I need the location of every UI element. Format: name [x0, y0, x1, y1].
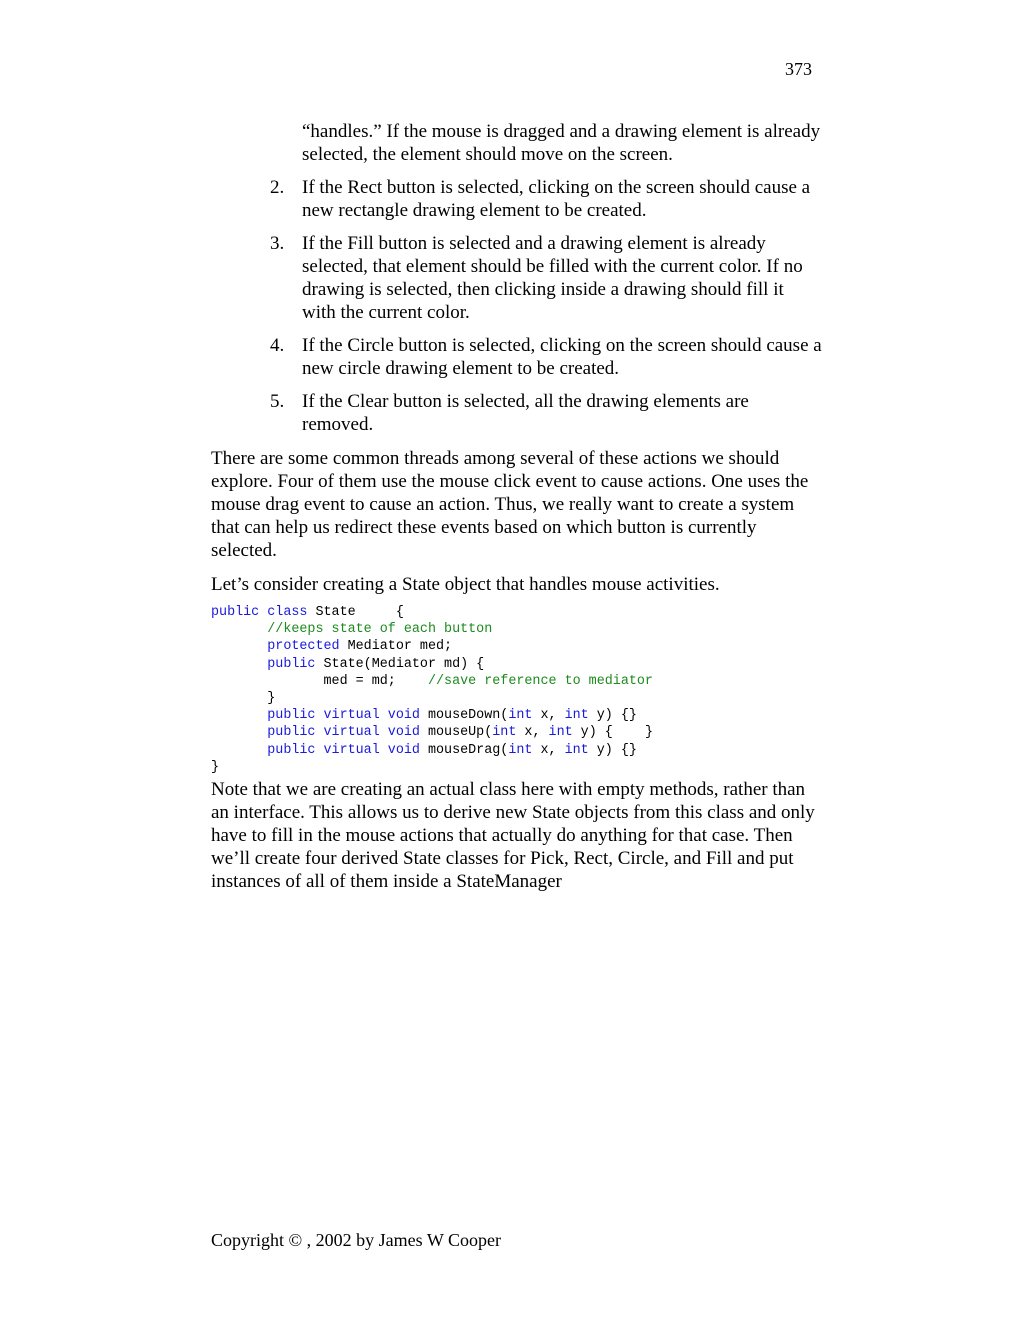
- code-text: x,: [532, 742, 565, 758]
- code-text: Mediator med;: [339, 639, 453, 655]
- code-keyword: int: [548, 725, 573, 741]
- code-block: [211, 604, 653, 776]
- code-keyword: public virtual void: [267, 708, 420, 724]
- page-number: 373: [785, 59, 812, 79]
- code-text: med = md;: [211, 673, 428, 689]
- code-keyword: int: [508, 742, 533, 758]
- code-keyword: int: [564, 708, 589, 724]
- list-continuation-text: “handles.” If the mouse is dragged and a drawing element is already selected, the element should move on the screen.: [302, 121, 821, 165]
- code-text: }: [211, 759, 220, 775]
- code-comment: //save reference to mediator: [427, 673, 653, 689]
- body-paragraph: There are some common threads among several of these actions we should explore. Four of them use the mouse click event to cause actions. One uses the mouse drag event to cause an action. Thus, we really want to create a system that can help us redirect these events based on which button is currently selected.: [211, 448, 809, 561]
- list-item: [240, 176, 822, 222]
- list-item-text: If the Fill button is selected and a drawing element is already selected, that element should be filled with the current color. If no drawing is selected, then clicking inside a drawing should fill it with the current color.: [302, 233, 803, 323]
- numbered-list: [240, 176, 822, 446]
- list-item-text: If the Clear button is selected, all the drawing elements are removed.: [302, 391, 749, 435]
- body-paragraph: Note that we are creating an actual class here with empty methods, rather than an interface. This allows us to derive new State objects from this class and only have to fill in the mouse actions that actually do anything for that case. Then we’ll create four derived State classes for Pick, Rect, Circle, and Fill and put instances of all of them inside a StateManager: [211, 779, 815, 892]
- code-text: }: [211, 691, 276, 707]
- code-keyword: int: [508, 708, 533, 724]
- code-keyword: int: [492, 725, 517, 741]
- body-paragraph: Let’s consider creating a State object that handles mouse activities.: [211, 574, 720, 595]
- code-text: y) {}: [588, 742, 637, 758]
- code-text: State(Mediator md) {: [315, 656, 485, 672]
- code-text: mouseDown(: [419, 708, 509, 724]
- code-keyword: public virtual void: [267, 742, 420, 758]
- list-item-number: 2.: [270, 177, 285, 198]
- code-keyword: public virtual void: [267, 725, 420, 741]
- list-item-number: 3.: [270, 233, 285, 254]
- copyright-footer: Copyright © , 2002 by James W Cooper: [211, 1230, 501, 1250]
- code-text: y) { }: [572, 725, 653, 741]
- code-text: x,: [516, 725, 549, 741]
- code-keyword: public: [267, 656, 316, 672]
- code-text: State {: [307, 605, 404, 620]
- code-text: y) {}: [588, 708, 637, 724]
- code-keyword: public class: [211, 605, 308, 620]
- code-text: mouseUp(: [419, 725, 493, 741]
- list-item: [240, 232, 822, 324]
- list-item-number: 5.: [270, 391, 285, 412]
- code-text: mouseDrag(: [419, 742, 509, 758]
- list-item-text: If the Rect button is selected, clicking on the screen should cause a new rectangle drawing element to be created.: [302, 177, 811, 221]
- code-keyword: int: [564, 742, 589, 758]
- code-comment: //keeps state of each button: [211, 622, 493, 638]
- code-text: x,: [532, 708, 565, 724]
- code-keyword: protected: [267, 639, 340, 655]
- list-item-text: If the Circle button is selected, clicking on the screen should cause a new circle drawing element to be created.: [302, 335, 822, 379]
- list-item: [240, 390, 822, 436]
- list-item-number: 4.: [270, 335, 285, 356]
- list-item: [240, 334, 822, 380]
